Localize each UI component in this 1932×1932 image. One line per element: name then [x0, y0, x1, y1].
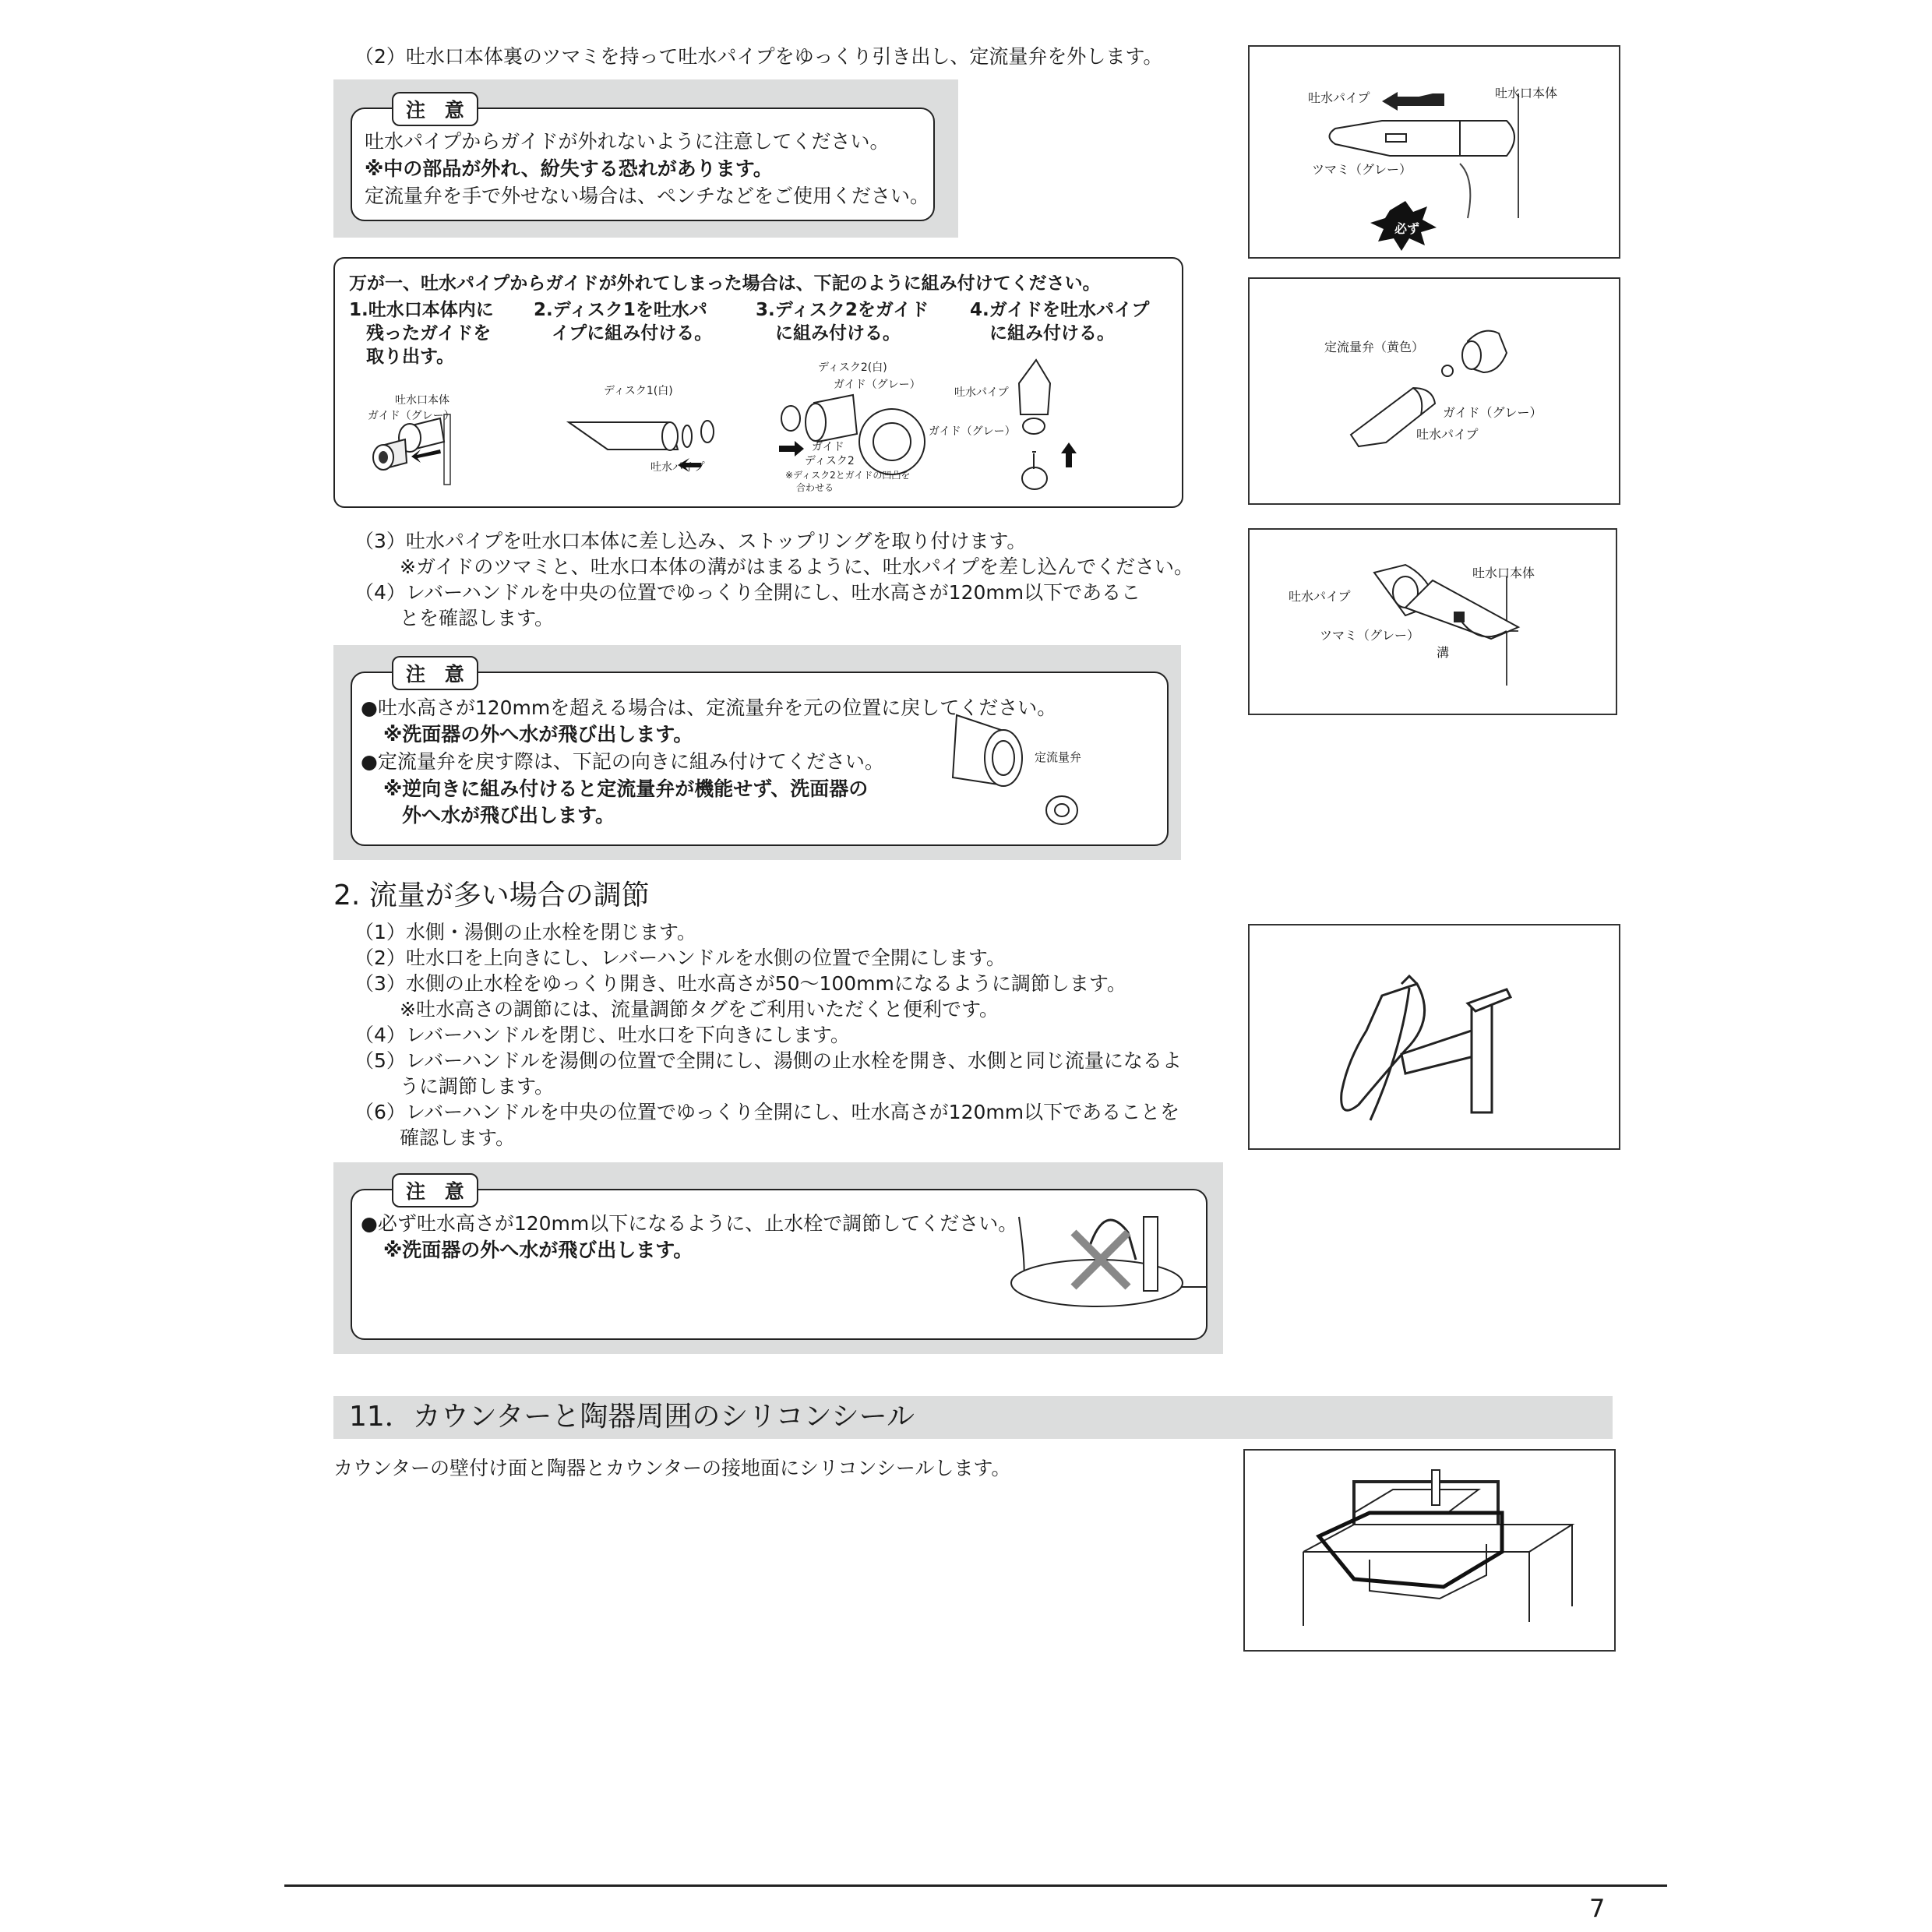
guide-title: 万が一、吐水パイプからガイドが外れてしまった場合は、下記のように組み付けてください。 [349, 273, 1101, 294]
faucet-splash-illustration [333, 1162, 1223, 1354]
faucet-upward-illustration [1250, 925, 1619, 1148]
insert-pipe-illustration [1250, 530, 1616, 714]
figure-counter-seal [1243, 1449, 1616, 1652]
guide-step4-a: 4.ガイドを吐水パイプ [970, 300, 1150, 320]
caution2-line1: ●吐水高さが120mmを超える場合は、定流量弁を元の位置に戻してください。 [361, 696, 1057, 719]
caution3-line1: ●必ず吐水高さが120mm以下になるように、止水栓で調節してください。 [361, 1212, 1018, 1235]
fig2-label-pipe: 吐水パイプ [1416, 427, 1479, 442]
guide-f3-disc2b: ディスク2 [805, 455, 855, 467]
guide-f2-pipe: 吐水パイプ [650, 461, 705, 474]
figure-insert-pipe [1248, 528, 1617, 715]
fig3-label-knob: ツマミ（グレー） [1320, 628, 1420, 643]
caution-panel-2 [333, 645, 1181, 860]
guide-step4-b: に組み付ける。 [989, 323, 1115, 344]
guide-step3-a: 3.ディスク2をガイド [756, 300, 929, 320]
caution-tag-1: 注 意 [392, 92, 478, 126]
caution2-line5: 外へ水が飛び出します。 [402, 804, 615, 827]
guide-step1-a: 1.吐水口本体内に [349, 300, 494, 320]
fig3-label-groove: 溝 [1437, 645, 1450, 660]
caution3-line2: ※洗面器の外へ水が飛び出します。 [383, 1239, 693, 1261]
fig1-label-pipe: 吐水パイプ [1308, 90, 1370, 105]
step-4-text-a: （4）レバーハンドルを中央の位置でゆっくり全開にし、吐水高さが120mm以下であるこ [354, 581, 1141, 604]
figure-flow-valve [1248, 277, 1620, 505]
section-2-heading: 2. 流量が多い場合の調節 [333, 880, 650, 911]
fig3-label-body: 吐水口本体 [1472, 566, 1535, 580]
caution2-line3: ●定流量弁を戻す際は、下記の向きに組み付けてください。 [361, 750, 884, 773]
sec2-step6-b: 確認します。 [400, 1126, 516, 1149]
fig1-label-must: 必ず [1394, 221, 1420, 236]
caution-tag-3: 注 意 [392, 1173, 478, 1208]
guide-f3-guide-gray: ガイド（グレー） [834, 379, 921, 391]
guide-f2-disc1: ディスク1(白) [604, 385, 673, 397]
guide-f3-note2: 合わせる [796, 482, 834, 493]
caution2-line2: ※洗面器の外へ水が飛び出します。 [383, 723, 693, 746]
guide-step3-b: に組み付ける。 [775, 323, 901, 344]
sec2-step5-b: うに調節します。 [400, 1075, 555, 1098]
guide-f4-guide: ガイド（グレー） [929, 425, 1016, 438]
page-number: 7 [1589, 1894, 1606, 1923]
fig1-label-body: 吐水口本体 [1495, 86, 1558, 100]
figure-faucet-upward [1248, 924, 1620, 1150]
fig1-label-knob: ツマミ（グレー） [1312, 162, 1412, 177]
step-4-text-b: とを確認します。 [400, 607, 555, 629]
guide-reassembly-box [333, 257, 1183, 508]
guide-step2-b: イプに組み付ける。 [552, 323, 713, 344]
guide-step-illustrations [335, 259, 1182, 506]
pull-pipe-illustration [1250, 47, 1619, 257]
guide-step1-b: 残ったガイドを [366, 323, 492, 344]
section-11-banner [333, 1396, 1613, 1439]
section-11-heading: 11．カウンターと陶器周囲のシリコンシール [349, 1401, 915, 1433]
caution2-line4: ※逆向きに組み付けると定流量弁が機能せず、洗面器の [383, 777, 869, 800]
caution1-line3: 定流量弁を手で外せない場合は、ペンチなどをご使用ください。 [365, 185, 930, 207]
guide-step2-a: 2.ディスク1を吐水パ [534, 300, 707, 320]
caution-panel-1 [333, 79, 958, 238]
step-2-text: （2）吐水口本体裏のツマミを持って吐水パイプをゆっくり引き出し、定流量弁を外します。 [354, 45, 1163, 68]
sec2-step2: （2）吐水口を上向きにし、レバーハンドルを水側の位置で全開にします。 [354, 947, 1006, 969]
step-3-note: ※ガイドのツマミと、吐水口本体の溝がはまるように、吐水パイプを差し込んでください。 [400, 555, 1193, 578]
caution1-line2: ※中の部品が外れ、紛失する恐れがあります。 [365, 157, 773, 180]
sec2-step3-note: ※吐水高さの調節には、流量調節タグをご利用いただくと便利です。 [400, 998, 999, 1021]
footer-rule [284, 1884, 1667, 1887]
fig3-label-pipe: 吐水パイプ [1289, 589, 1351, 604]
caution2-fig-label: 定流量弁 [1035, 750, 1082, 764]
caution-tag-2: 注 意 [392, 656, 478, 690]
step-3-text: （3）吐水パイプを吐水口本体に差し込み、ストップリングを取り付けます。 [354, 530, 1027, 552]
figure-pull-pipe [1248, 45, 1620, 259]
caution-panel-3 [333, 1162, 1223, 1354]
sec2-step4: （4）レバーハンドルを閉じ、吐水口を下向きにします。 [354, 1024, 850, 1046]
guide-f1-guide: ガイド（グレー） [368, 410, 455, 422]
section-11-body: カウンターの壁付け面と陶器とカウンターの接地面にシリコンシールします。 [333, 1457, 1011, 1479]
guide-f4-pipe: 吐水パイプ [954, 386, 1009, 399]
sec2-step1: （1）水側・湯側の止水栓を閉じます。 [354, 921, 696, 943]
guide-f3-guide: ガイド [812, 441, 844, 453]
guide-f1-body: 吐水口本体 [395, 394, 450, 407]
counter-seal-illustration [1245, 1451, 1614, 1650]
fig2-label-valve: 定流量弁（黄色） [1324, 340, 1425, 354]
sec2-step5-a: （5）レバーハンドルを湯側の位置で全開にし、湯側の止水栓を開き、水側と同じ流量になるよ [354, 1049, 1182, 1072]
sec2-step6-a: （6）レバーハンドルを中央の位置でゆっくり全開にし、吐水高さが120mm以下であることを [354, 1101, 1180, 1123]
fig2-label-guide: ガイド（グレー） [1443, 405, 1542, 420]
guide-f3-disc2: ディスク2(白) [818, 361, 887, 374]
flow-valve-illustration [1250, 279, 1619, 503]
caution1-line1: 吐水パイプからガイドが外れないように注意してください。 [365, 130, 890, 153]
sec2-step3: （3）水側の止水栓をゆっくり開き、吐水高さが50～100mmになるように調節します。 [354, 972, 1126, 995]
guide-f3-note1: ※ディスク2とガイドの凹凸を [785, 470, 911, 481]
guide-step1-c: 取り出す。 [366, 347, 455, 367]
